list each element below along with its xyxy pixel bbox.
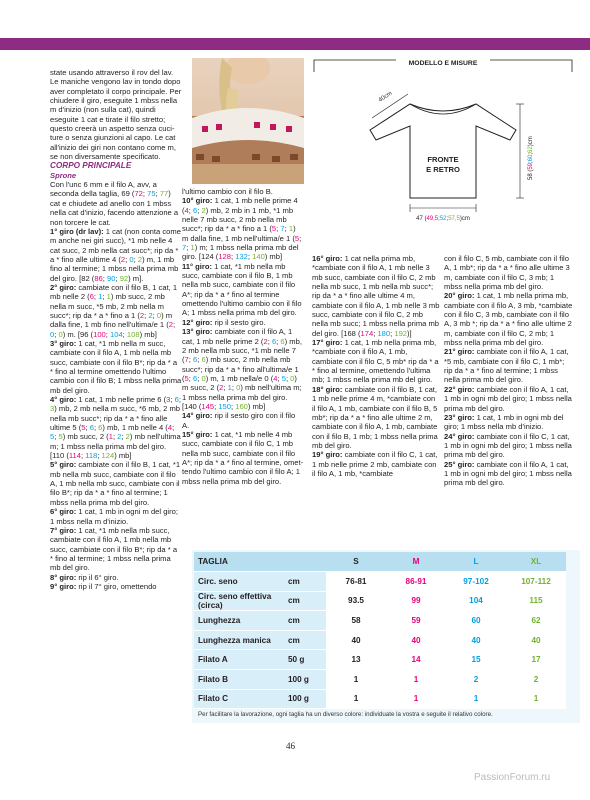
round-instruction: 10° giro: 1 cat, 1 mb nelle prime 4 (4; 6; 2) mb, 2 mb in 1 mb, *1 mb nelle 7 mb succ, 2 mb nella mb succ*; rip da * a * fino a 1 (5; 7; 1) m dalla fine, 1 mb nell'ultima/e 1 (5; 7; 1) m; 1 mbss nella prima mb del giro. [124 (128; 132; 140) mb] [182,196,302,262]
table-cell: 1 [386,670,446,690]
round-instruction: 18° giro: cambiate con il filo B, 1 cat, 1 mb nelle prime 4 m, *cambiate con il filo A, 1 mb, cambiate con il filo B, 5 mb*; rip da * a * fino alle ultime 2 m, cambiate con il filo A, 1 mb, cambiate con il filo B, 1 mb; 1 mbss nella prima mb del giro. [312,384,438,450]
table-cell: cm [284,572,326,592]
model-photo [192,58,304,184]
table-cell: 58 [326,611,386,631]
round-instruction: 21° giro: cambiate con il filo A, 1 cat, *5 mb, cambiate con il filo C, 1 mb*; rip da * a * fino al termine; 1 mbss nella prima mb del giro. [444,347,569,385]
table-cell: 13 [326,650,386,670]
table-cell: Lunghezza manica [194,630,284,650]
table-cell: 104 [446,591,506,611]
table-cell: 76-81 [326,572,386,592]
round-instruction: 12° giro: rip il sesto giro. [182,317,266,327]
round-instruction: 4° giro: 1 cat, 1 mb nelle prime 6 (3; 6; 3) mb, 2 mb nella m succ, *6 mb, 2 mb nella mb succ*; rip da * a * fino alle ultime 5 (5; 6; 6) mb, 1 mb nelle 4 (4; 5; 5) mb succ, 2 (1; 2; 2) mb nell'ultima m; 1 mbss nella prima mb del giro. [110 (114; 118; 124) mb] [50,395,181,461]
length-measure: 58 (59;60;62)cm [528,136,534,180]
table-cell: 115 [506,591,566,611]
intro-text: state usando attraverso il rov del lav. [50,68,174,77]
table-cell: 40 [386,630,446,650]
table-row [194,650,566,670]
table-cell: 2 [446,670,506,690]
table-cell: 100 g [284,670,326,690]
round-instruction: 20° giro: 1 cat, 1 mb nella prima mb, cambiate con il filo A, 3 mb, *cambiate con il filo C, 3 mb, cambiate con il filo A, 3 mb *; rip da * a * fino alle ultime 2 m, cambiate con il filo C, 2 mb; 1 mbss nella prima mb del giro. [444,291,573,348]
table-cell: 14 [386,650,446,670]
round-instruction: 7° giro: 1 cat, *1 mb nella mb succ, cambiate con il filo A, 1 mb nella mb succ, cambiate con il filo B*; rip da * a * fino al termine; 1 mbss nella prima mb del giro. [50,525,178,573]
paragraph: Le maniche vengono lav in tondo dopo aver completato il corpo principale. Per chiudere il giro, eseguite 1 mbss nella m d'inizio (non sulla cat), quindi eseguite 1 cat e tirate il filo stretto; questo creerà un aspetto senza cuciture o senza giunzioni al capo. Le cat all'inizio dei giri non contano come m, se non diversamente specificato. [50,77,182,162]
table-cell: Lunghezza [194,611,284,631]
table-cell: Circ. seno [194,572,284,592]
table-cell: 15 [446,650,506,670]
round-instruction: 9° giro: rip il 7° giro, omettendo [50,581,157,591]
table-header-cell: M [386,552,446,572]
size-table-box [192,550,580,723]
table-cell: 1 [506,689,566,709]
table-header-row [194,552,566,572]
round-instruction: 11° giro: 1 cat, *1 mb nella mb succ, cambiate con il filo B, 1 mb nella mb succ, cambiate con il filo A*; rip da * a * fino al termine omettendo l'ultimo cambio con il filo A; 1 mbss nella prima mb del giro. [182,261,302,318]
table-cell: 1 [326,670,386,690]
round-instruction: 15° giro: 1 cat, *1 mb nelle 4 mb succ, cambiate con il filo C, 1 mb nella mb succ, cambiate con il filo A*; rip da * a * fino al termine, omettendo l'ultimo cambio con il filo A; 1 mbss nella prima mb del giro. [182,429,304,486]
table-cell: 99 [386,591,446,611]
width-measure: 47 (49,5;52;57,5)cm [416,216,470,222]
text-column-4 [444,254,574,488]
table-cell: cm [284,591,326,611]
header-color-bar [0,38,590,50]
table-cell: 50 g [284,650,326,670]
text-column-3 [312,254,440,478]
table-row [194,670,566,690]
table-cell: Circ. seno effettiva (circa) [194,591,284,611]
table-cell: 1 [326,689,386,709]
table-cell: cm [284,630,326,650]
diagram-center-label: E RETRO [426,165,460,174]
text-column-1 [50,68,182,591]
page-number: 46 [286,741,295,751]
table-cell: 40 [506,630,566,650]
intro-text: l'ultimo cambio con il filo B. [182,187,273,196]
section-heading: CORPO PRINCIPALE [50,161,132,171]
round-instruction: 3° giro: 1 cat, *1 mb nella m succ, cambiate con il filo A, 1 mb nella mb succ, cambiate con il filo B*; rip da * a * fino al termine omettendo l'ultimo cambio con il filo B; 1 mbss nella prima mb del giro. [50,338,182,395]
round-instruction: 14° giro: rip il sesto giro con il filo A. [182,411,296,430]
round-instruction: 5° giro: cambiate con il filo B, 1 cat, *1 mb nella mb succ, cambiate con il filo A, 1 mb nella mb succ, cambiate con il filo B*; rip da * a * fino al termine; 1 mbss nella prima mb del giro. [50,460,181,507]
table-cell: 97-102 [446,572,506,592]
round-instruction: 24° giro: cambiate con il filo C, 1 cat, 1 mb in ogni mb del giro; 1 mbss nella prima mb del giro. [444,431,572,460]
table-cell: 2 [506,670,566,690]
table-cell: 40 [446,630,506,650]
table-header-cell: XL [506,552,566,572]
table-note: Per facilitare la lavorazione, ogni taglia ha un diverso colore: individuate la vostra e seguite il relativo colore. [198,711,493,718]
cast-on-text: Con l'unc 6 mm e il filo A, avv, a seconda della taglia, 69 (72; 75; 77) cat e chiudete ad anello con 1 mbss nella cat d'inizio, facendo attenzione a non torcere le cat. [50,180,179,227]
watermark: PassionForum.ru [474,772,551,783]
table-row [194,630,566,650]
garment-diagram [312,58,574,240]
table-cell: Filato C [194,689,284,709]
table-cell: 1 [386,689,446,709]
table-cell: cm [284,611,326,631]
table-cell: 100 g [284,689,326,709]
round-instruction: 8° giro: rip il 6° giro. [50,572,119,582]
round-instruction: 19° giro: cambiate con il filo C, 1 cat, 1 mb nelle prime 2 mb, cambiate con il filo A, 1 mb, *cambiate [312,450,438,478]
round-instruction: 6° giro: 1 cat, 1 mb in ogni m del giro; 1 mbss nella m d'inizio. [50,507,178,526]
table-cell: 93.5 [326,591,386,611]
table-cell: 107-112 [506,572,566,592]
table-cell: Filato B [194,670,284,690]
diagram-title: MODELLO E MISURE [408,60,478,67]
round-instruction: 25° giro: cambiate con il filo A, 1 cat, 1 mb in ogni mb del giro; 1 mbss nella prima mb del giro. [444,459,572,488]
size-table [194,552,566,709]
table-row [194,572,566,592]
table-cell: 59 [386,611,446,631]
round-instruction: 13° giro: cambiate con il filo A, 1 cat, 1 mb nelle prime 2 (2; 6; 6) mb, 2 mb nella mb succ, *1 mb nelle 7 (7; 6; 6) mb succ, 2 mb nella mb succ*; rip da * a * fino all'ultima/e 1 (5; 6; 0) m, 1 mb nella/e 0 (4; 5; 0) m succ, 2 (2; 1; 0) mb nell'ultima m; 1 mbss nella prima mb del giro. [140 (145; 150; 160) mb] [182,327,302,411]
round-instruction: 2° giro: cambiate con il filo B, 1 cat, 1 mb nelle 2 (6; 1; 1) mb succ, 2 mb nella m succ, *5 mb, 2 mb nella m succ*; rip da * a * fino a 1 (2; 2; 0) m dalla fine, 1 mb fino nell'ultima/e 1 (2; 0; 0) m. [96 (100; 104; 108) mb] [50,282,178,339]
table-header-cell: L [446,552,506,572]
round-instruction: 16° giro: 1 cat nella prima mb, *cambiate con il filo A, 1 mb nelle 3 mb succ, cambiate con il filo C, 2 mb nella mb succ, 1 mb nella mb succ*; rip da * a * fino alle ultime 4 m, cambiate con il filo A, 1 mb nelle 3 mb succ, cambiate con il filo C, 2 mb nella mb succ; 1 mbss nella prima mb del giro. [168 (174; 180; 192)] [312,254,440,338]
sleeve-measure: 40cm [377,90,394,104]
round-instruction: con il filo C, 5 mb, cambiate con il filo A, 1 mb*; rip da * a * fino alle ultime 3 m, cambiate con il filo C, 3 mb; 1 mbss nella prima mb del giro. [444,254,570,292]
table-header-cell: TAGLIA [194,552,284,572]
text-column-2 [182,187,304,486]
table-row [194,611,566,631]
diagram-center-label: FRONTE [427,155,459,164]
table-cell: 17 [506,650,566,670]
subsection-heading: Sprone [50,170,77,180]
table-cell: 1 [446,689,506,709]
model-photo-illustration [192,58,304,184]
round-instruction: 23° giro: 1 cat, 1 mb in ogni mb del giro; 1 mbss nella mb d'inizio. [444,412,564,432]
table-cell: 62 [506,611,566,631]
table-row [194,591,566,611]
table-cell: 40 [326,630,386,650]
table-row [194,689,566,709]
diagram-svg [312,58,574,240]
table-header-cell [284,552,326,572]
table-cell: 86-91 [386,572,446,592]
round-instruction: 1° giro (dr lav): 1 cat (non conta come m anche nei giri succ), *1 mb nelle 4 cat succ, 2 mb nella cat succ*; rip da * a * fino alle ultime 4 (2; 0; 2) m, 1 mb fino al termine; 1 mbss nella prima mb del giro. [82 (86; 90; 92) m]. [50,226,181,283]
table-header-cell: S [326,552,386,572]
round-instruction: 17° giro: 1 cat, 1 mb nella prima mb, *cambiate con il filo A, 1 mb, cambiate con il filo C, 5 mb* rip da * a * fino al termine, omettendo l'ultima mb; 1 mbss nella prima mb del giro. [312,338,439,385]
table-cell: 60 [446,611,506,631]
round-instruction: 22° giro: cambiate con il filo A, 1 cat, 1 mb in ogni mb del giro; 1 mbss nella prima mb del giro. [444,384,572,413]
table-cell: Filato A [194,650,284,670]
